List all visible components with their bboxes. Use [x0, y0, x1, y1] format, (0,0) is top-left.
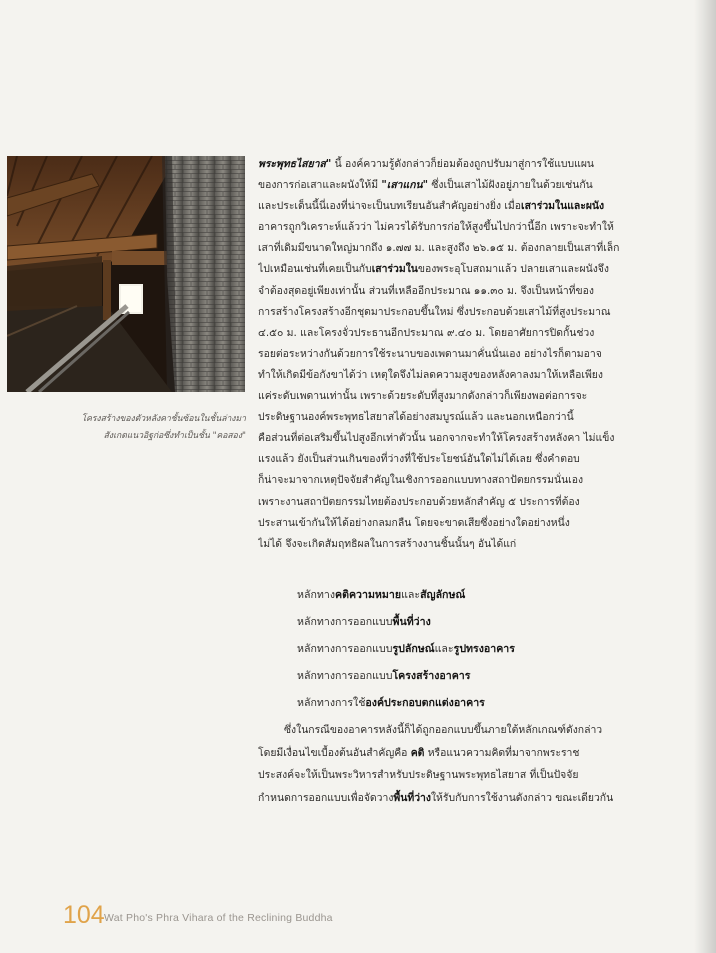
text-run: แรงแล้ว ยังเป็นส่วนเกินของที่ว่างที่ใช้ประโยชน์อันใดไม่ได้เลย ซึ่งคำตอบ	[258, 453, 580, 466]
principle-item	[297, 609, 637, 636]
emphasis-term: รูปลักษณ์	[392, 643, 435, 655]
roof-structure-photo	[7, 156, 245, 392]
paragraph-line	[258, 513, 638, 534]
principle-item	[297, 690, 637, 717]
paragraph-line	[258, 449, 638, 470]
principles-list	[297, 582, 637, 717]
second-paragraph	[258, 719, 638, 809]
principle-item	[297, 636, 637, 663]
text-run: ไปเหมือนเช่นที่เคยเป็นกับ	[258, 263, 372, 276]
paragraph-line	[258, 323, 638, 344]
text-run: ของการก่อเสาและผนังให้มี	[258, 179, 382, 192]
paragraph-line	[258, 196, 638, 217]
text-run: ประสงค์จะให้เป็นพระวิหารสำหรับประดิษฐานพระพุทธไสยาส ที่เป็นปัจจัย	[258, 769, 579, 782]
running-title: Wat Pho's Phra Vihara of the Reclining Buddha	[104, 912, 333, 924]
emphasis-term: เสาร่วมในและผนัง	[521, 200, 605, 213]
text-run: และประเด็นนี้นี่เองที่น่าจะเป็นบทเรียนอันสำคัญอย่างยิ่ง เมื่อ	[258, 200, 522, 213]
paragraph-line	[258, 238, 638, 259]
text-run: หรือแนวความคิดที่มาจากพระราช	[424, 746, 580, 759]
text-run: จำต้องสุดอยู่เพียงเท่านั้น ส่วนที่เหลืออีกประมาณ ๑๑.๓๐ ม. จึงเป็นหน้าที่ของ	[258, 284, 594, 297]
emphasis-term: รูปทรงอาคาร	[453, 643, 515, 655]
text-run: การสร้างโครงสร้างอีกชุดมาประกอบขึ้นใหม่ ซึ่งประกอบด้วยเสาไม้ที่สูงประมาณ	[258, 305, 611, 318]
paragraph-line	[258, 344, 638, 365]
emphasis-term: โครงสร้างอาคาร	[392, 670, 471, 682]
emphasis-term: คติความหมาย	[335, 589, 402, 601]
photo-caption	[50, 411, 246, 445]
text-run: หลักทางการใช้	[297, 697, 366, 709]
paragraph-line	[258, 154, 638, 175]
text-run: และ	[401, 589, 421, 601]
text-run: ก็น่าจะมาจากเหตุปัจจัยสำคัญในเชิงการออกแบบทางสถาปัตยกรรมนั่นเอง	[258, 474, 584, 487]
paragraph-line	[258, 217, 638, 238]
text-run: คือส่วนที่ต่อเสริมขึ้นไปสูงอีกเท่าตัวนั้น นอกจากจะทำให้โครงสร้างหลังคา ไม่แข็ง	[258, 432, 615, 445]
text-run: แค่ระดับเพดานเท่านั้น เพราะด้วยระดับที่สูงมากดังกล่าวก็เพียงพอต่อการจะ	[258, 390, 588, 403]
text-run: นี้ องค์ความรู้ดังกล่าวก็ย่อมต้องถูกปรับมาสู่การใช้แบบแผน	[331, 158, 595, 170]
text-run: ซึ่งเป็นเสาไม้ฝังอยู่ภายในด้วยเช่นกัน	[428, 179, 593, 192]
emphasis-term: เสาร่วมใน	[371, 263, 418, 276]
emphasis-term: องค์ประกอบตกแต่งอาคาร	[365, 697, 485, 709]
emphasis-term: "เสาแกน"	[381, 179, 429, 192]
paragraph-line	[258, 787, 638, 810]
text-run: กำหนดการออกแบบเพื่อจัดวาง	[258, 791, 394, 804]
book-spine-shadow	[694, 0, 716, 953]
paragraph-line	[258, 719, 638, 742]
main-paragraph	[258, 154, 638, 555]
text-run: ๔.๕๐ ม. และโครงจั่วประธานอีกประมาณ ๙.๔๐ ม. โดยอาศัยการปิดกั้นช่วง	[258, 326, 595, 339]
emphasis-term: พระพุทธไสยาส"	[258, 158, 332, 170]
paragraph-line	[258, 428, 638, 449]
emphasis-term: พื้นที่ว่าง	[392, 616, 431, 628]
text-run: เสาที่เดิมมีขนาดใหญ่มากถึง ๑.๗๗ ม. และสูงถึง ๒๖.๑๕ ม. ต้องกลายเป็นเสาที่เล็ก	[258, 242, 620, 255]
text-run: ประสานเข้ากันให้ได้อย่างกลมกลืน โดยจะขาดเสียซึ่งอย่างใดอย่างหนึ่ง	[258, 516, 570, 529]
text-run: ประดิษฐานองค์พระพุทธไสยาสได้อย่างสมบูรณ์แล้ว และนอกเหนือกว่านี้	[258, 411, 574, 424]
text-run: รอยต่อระหว่างกันด้วยการใช้ระนาบของเพดานมาคั่นนั่นเอง อย่างไรก็ตามอาจ	[258, 347, 602, 360]
text-run: โดยมีเงื่อนไขเบื้องต้นอันสำคัญคือ	[258, 746, 411, 759]
caption-line: สังเกตแนวอิฐก่อซึ่งทำเป็นชั้น "คอสอง"	[103, 431, 246, 441]
principle-item	[297, 663, 637, 690]
text-run: และ	[434, 643, 454, 655]
text-run: ไม่ได้ จึงจะเกิดสัมฤทธิผลในการสร้างงานชิ้นนั้นๆ อันได้แก่	[258, 537, 517, 550]
emphasis-term: คติ	[410, 746, 425, 759]
paragraph-line	[258, 492, 638, 513]
paragraph-line	[258, 281, 638, 302]
paragraph-line	[258, 742, 638, 765]
paragraph-line	[258, 175, 638, 196]
text-run: หลักทางการออกแบบ	[297, 643, 393, 655]
paragraph-line	[258, 534, 638, 555]
paragraph-line	[258, 407, 638, 428]
paragraph-line	[258, 386, 638, 407]
text-run: หลักทาง	[297, 589, 335, 601]
text-run: เพราะงานสถาปัตยกรรมไทยต้องประกอบด้วยหลักสำคัญ ๕ ประการที่ต้อง	[258, 495, 580, 508]
text-run: หลักทางการออกแบบ	[297, 670, 393, 682]
text-run: ของพระอุโบสถมาแล้ว ปลายเสาและผนังจึง	[417, 263, 609, 276]
paragraph-line	[258, 259, 638, 280]
text-run: ซึ่งในกรณีของอาคารหลังนี้ก็ได้ถูกออกแบบขึ้นภายใต้หลักเกณฑ์ดังกล่าว	[284, 724, 603, 736]
text-run: ทำให้เกิดมีข้อกังขาได้ว่า เหตุใดจึงไม่ลดความสูงของหลังคาลงมาให้เหลือเพียง	[258, 368, 603, 381]
emphasis-term: พื้นที่ว่าง	[393, 791, 431, 804]
emphasis-term: สัญลักษณ์	[420, 589, 466, 601]
page-number: 104	[63, 901, 105, 929]
text-run: หลักทางการออกแบบ	[297, 616, 393, 628]
text-run: อาคารถูกวิเคราะห์แล้วว่า ไม่ควรได้รับการก่อให้สูงขึ้นไปกว่านี้อีก เพราะจะทำให้	[258, 221, 614, 234]
principle-item	[297, 582, 637, 609]
caption-line: โครงสร้างของตัวหลังคาชั้นซ้อนในชั้นล่างมา	[81, 414, 246, 424]
paragraph-line	[258, 470, 638, 491]
paragraph-line	[258, 302, 638, 323]
text-run: ให้รับกับการใช้งานดังกล่าว ขณะเดียวกัน	[430, 791, 614, 804]
paragraph-line	[258, 764, 638, 787]
paragraph-line	[258, 365, 638, 386]
